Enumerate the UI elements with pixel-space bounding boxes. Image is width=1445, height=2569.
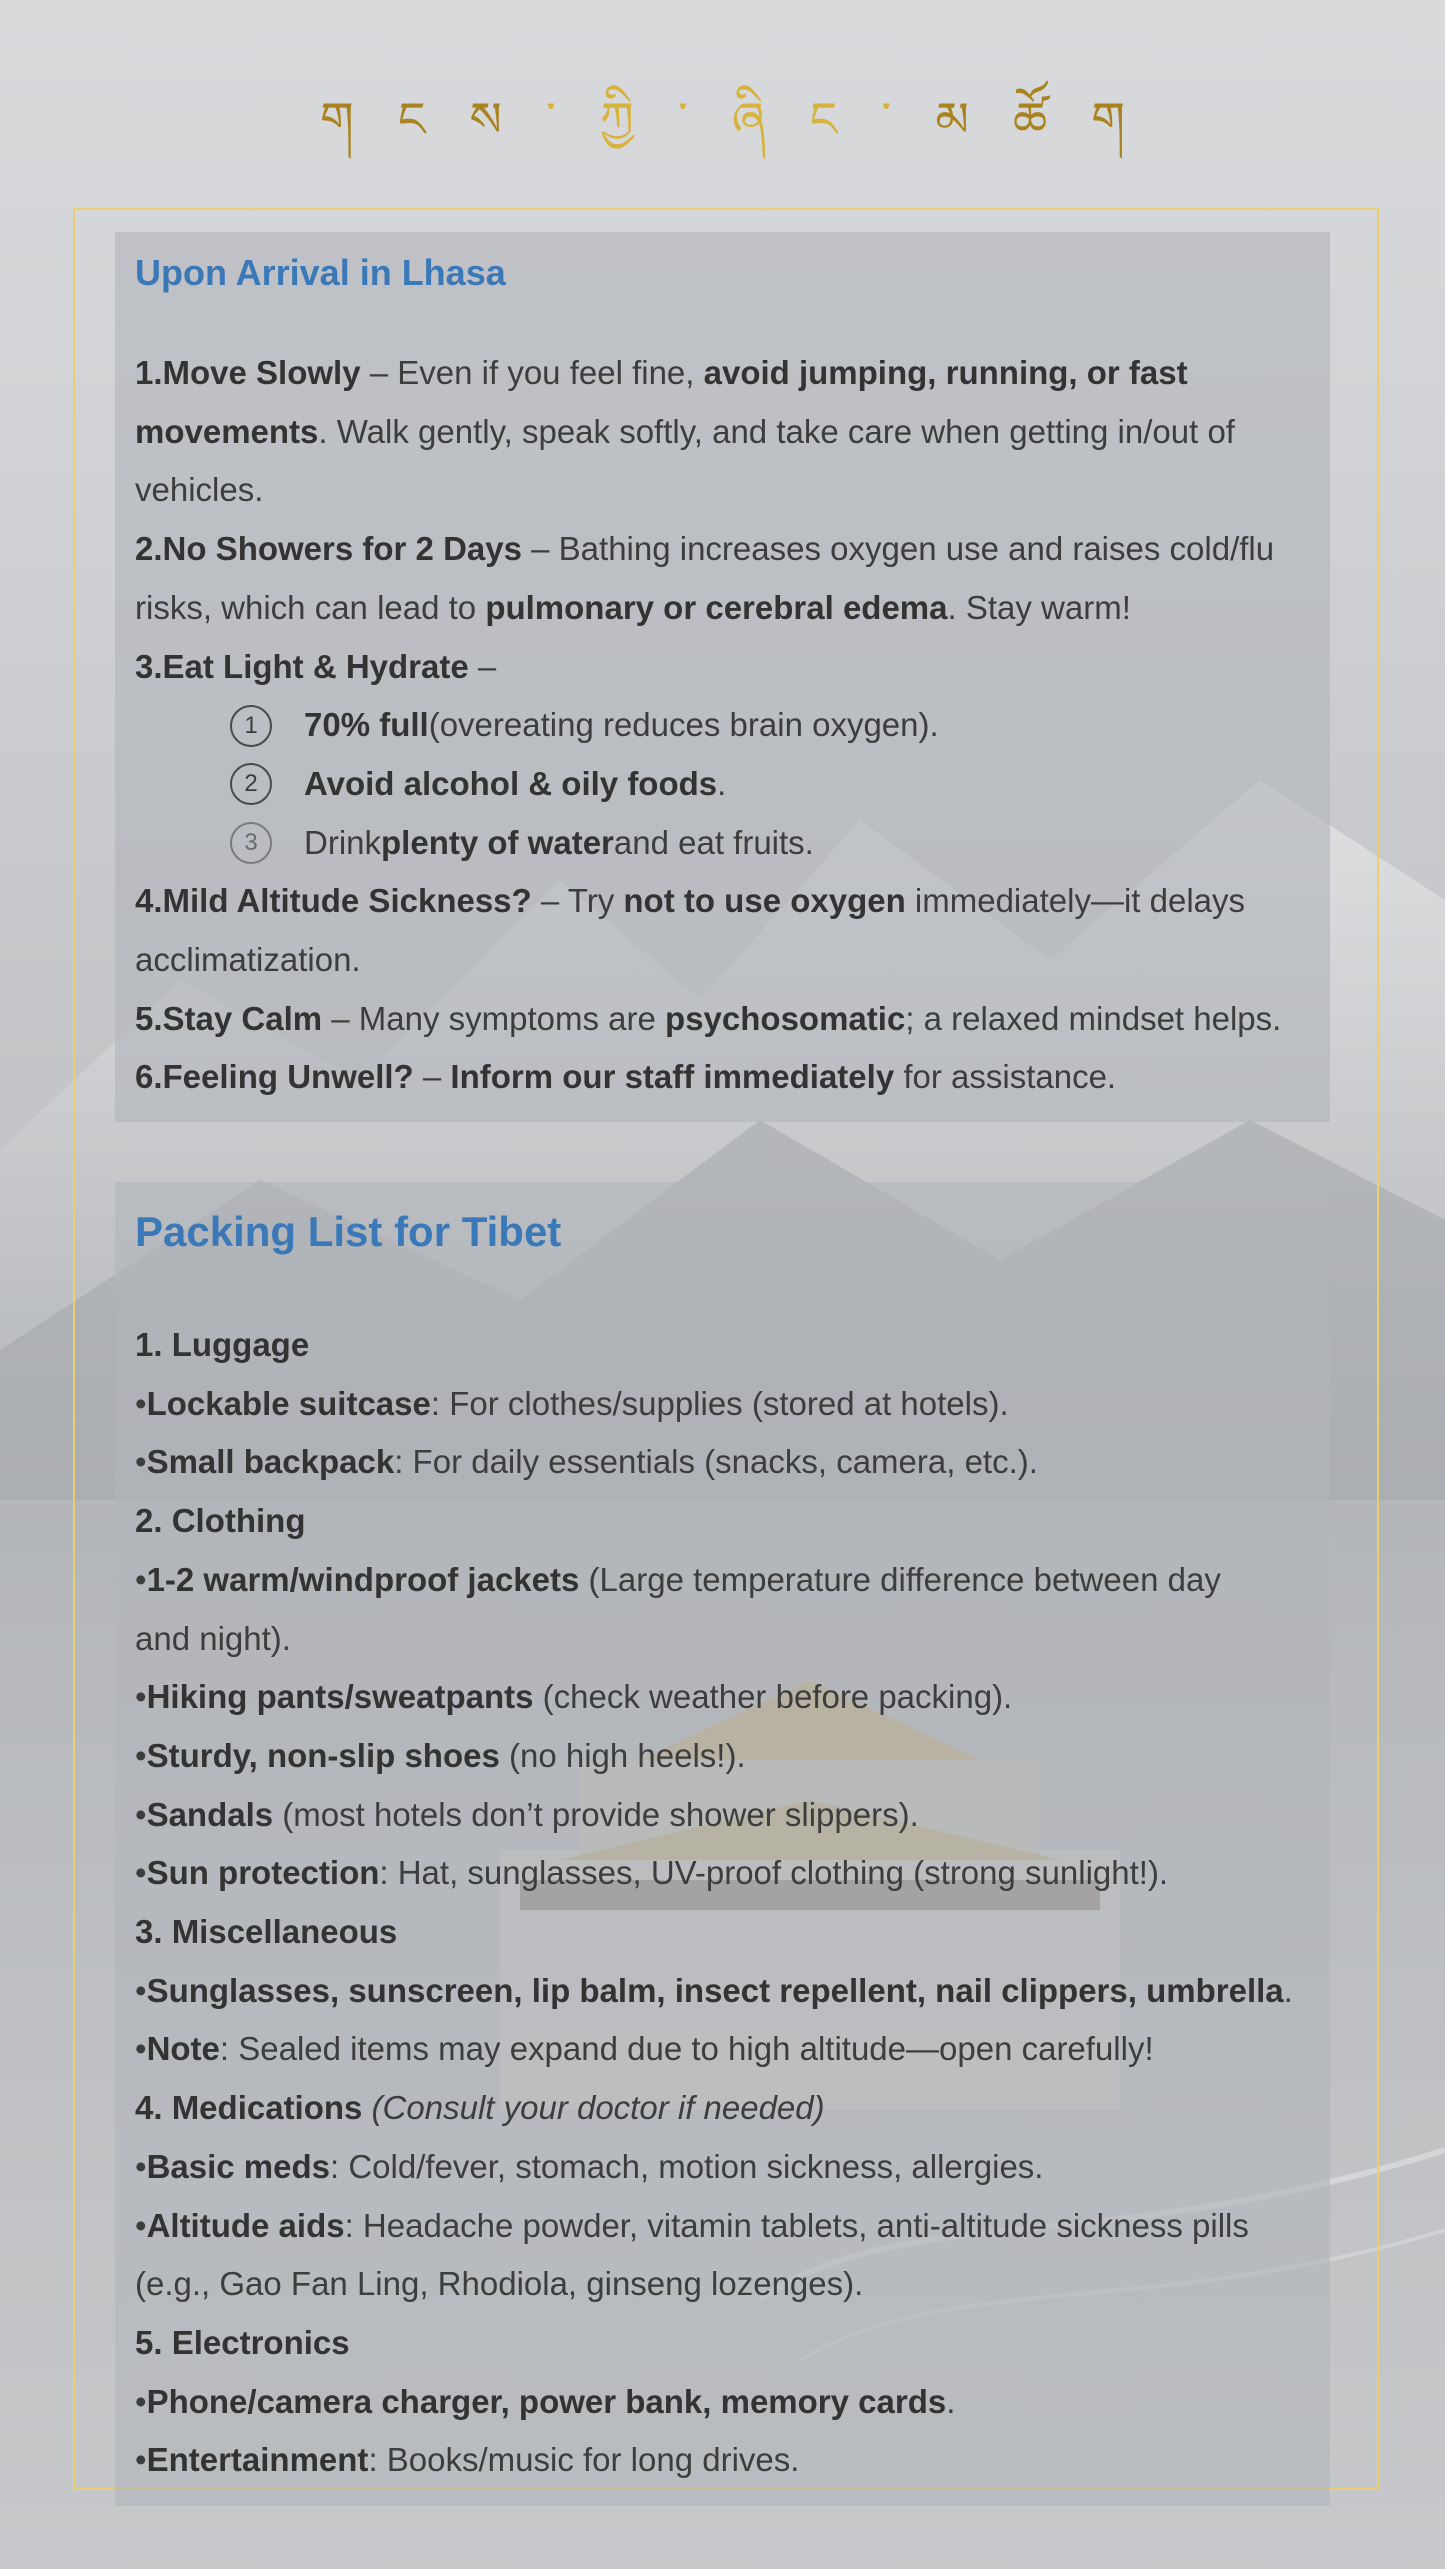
list-item: •1-2 warm/windproof jackets (Large temperature difference between day: [135, 1560, 1221, 1598]
tibetan-char: ་: [677, 92, 688, 148]
tibetan-char: ཀྱི: [600, 92, 634, 148]
list-item: 5.Stay Calm – Many symptoms are psychosomatic; a relaxed mindset helps.: [135, 999, 1282, 1037]
packing-panel: [115, 1182, 1330, 2506]
sub-item: 2 Avoid alcohol & oily foods .: [135, 755, 1310, 814]
list-item-cont: (e.g., Gao Fan Ling, Rhodiola, ginseng lozenges).: [135, 2265, 864, 2303]
list-item: •Entertainment: Books/music for long drives.: [135, 2441, 800, 2479]
circled-number-icon: 1: [230, 705, 272, 747]
list-item: •Hiking pants/sweatpants (check weather before packing).: [135, 1678, 1013, 1716]
category-heading: 5. Electronics: [135, 2323, 350, 2361]
category-heading: 1. Luggage: [135, 1326, 310, 1363]
tibetan-char: ས: [469, 92, 502, 148]
tibetan-char: ་: [545, 92, 556, 148]
sub-item: 3 Drink plenty of water and eat fruits.: [135, 814, 1310, 873]
list-item: •Sandals (most hotels don’t provide shower slippers).: [135, 1795, 919, 1833]
list-item-cont: and night).: [135, 1619, 291, 1657]
packing-title: Packing List for Tibet: [135, 1208, 562, 1255]
tibetan-title: [0, 80, 1445, 160]
list-item: 1.Move Slowly – Even if you feel fine, avoid jumping, running, or fast: [135, 354, 1188, 391]
arrival-panel: [115, 232, 1330, 1122]
list-item: •Sunglasses, sunscreen, lip balm, insect repellent, nail clippers, umbrella.: [135, 1971, 1293, 2009]
tibetan-char: ག: [1091, 92, 1125, 148]
list-item-cont: risks, which can lead to pulmonary or cerebral edema. Stay warm!: [135, 588, 1131, 626]
tibetan-char: ་: [881, 92, 892, 148]
circled-number-icon: 2: [230, 763, 272, 805]
arrival-list: [135, 344, 1310, 1107]
list-item: 6.Feeling Unwell? – Inform our staff immediately for assistance.: [135, 1058, 1117, 1096]
tibetan-char: ང: [397, 92, 426, 148]
tibetan-char: ཚོ: [1013, 92, 1048, 148]
tibetan-char: ཞི: [731, 92, 766, 148]
list-item-cont: movements. Walk gently, speak softly, and take care when getting in/out of: [135, 412, 1235, 450]
list-item: 4.Mild Altitude Sickness? – Try not to use oxygen immediately—it delays: [135, 882, 1246, 920]
list-item: •Phone/camera charger, power bank, memory cards.: [135, 2382, 956, 2420]
category-heading: 3. Miscellaneous: [135, 1913, 398, 1951]
category-heading: 4. Medications (Consult your doctor if needed): [135, 2089, 825, 2127]
circled-number-icon: 3: [230, 822, 272, 864]
packing-list: [135, 1316, 1310, 2490]
list-item: 3.Eat Light & Hydrate –: [135, 647, 497, 685]
tibetan-char: ག: [320, 92, 354, 148]
list-item-cont: acclimatization.: [135, 941, 361, 979]
list-item: •Lockable suitcase: For clothes/supplies (stored at hotels).: [135, 1384, 1009, 1422]
tibetan-char: ང: [809, 92, 838, 148]
list-item: •Sun protection: Hat, sunglasses, UV-proof clothing (strong sunlight!).: [135, 1854, 1169, 1892]
tibetan-char: མ: [935, 92, 969, 148]
list-item: •Basic meds: Cold/fever, stomach, motion sickness, allergies.: [135, 2147, 1044, 2185]
sub-item: 1 70% full (overeating reduces brain oxygen).: [135, 696, 1310, 755]
list-item: •Small backpack: For daily essentials (snacks, camera, etc.).: [135, 1443, 1038, 1481]
category-heading: 2. Clothing: [135, 1502, 306, 1540]
list-item: •Note: Sealed items may expand due to high altitude—open carefully!: [135, 2030, 1154, 2068]
list-item: •Sturdy, non-slip shoes (no high heels!).: [135, 1736, 746, 1774]
list-item-cont: vehicles.: [135, 471, 264, 509]
arrival-title: Upon Arrival in Lhasa: [135, 252, 506, 293]
list-item: •Altitude aids: Headache powder, vitamin tablets, anti-altitude sickness pills: [135, 2206, 1249, 2244]
list-item: 2.No Showers for 2 Days – Bathing increases oxygen use and raises cold/flu: [135, 530, 1275, 568]
